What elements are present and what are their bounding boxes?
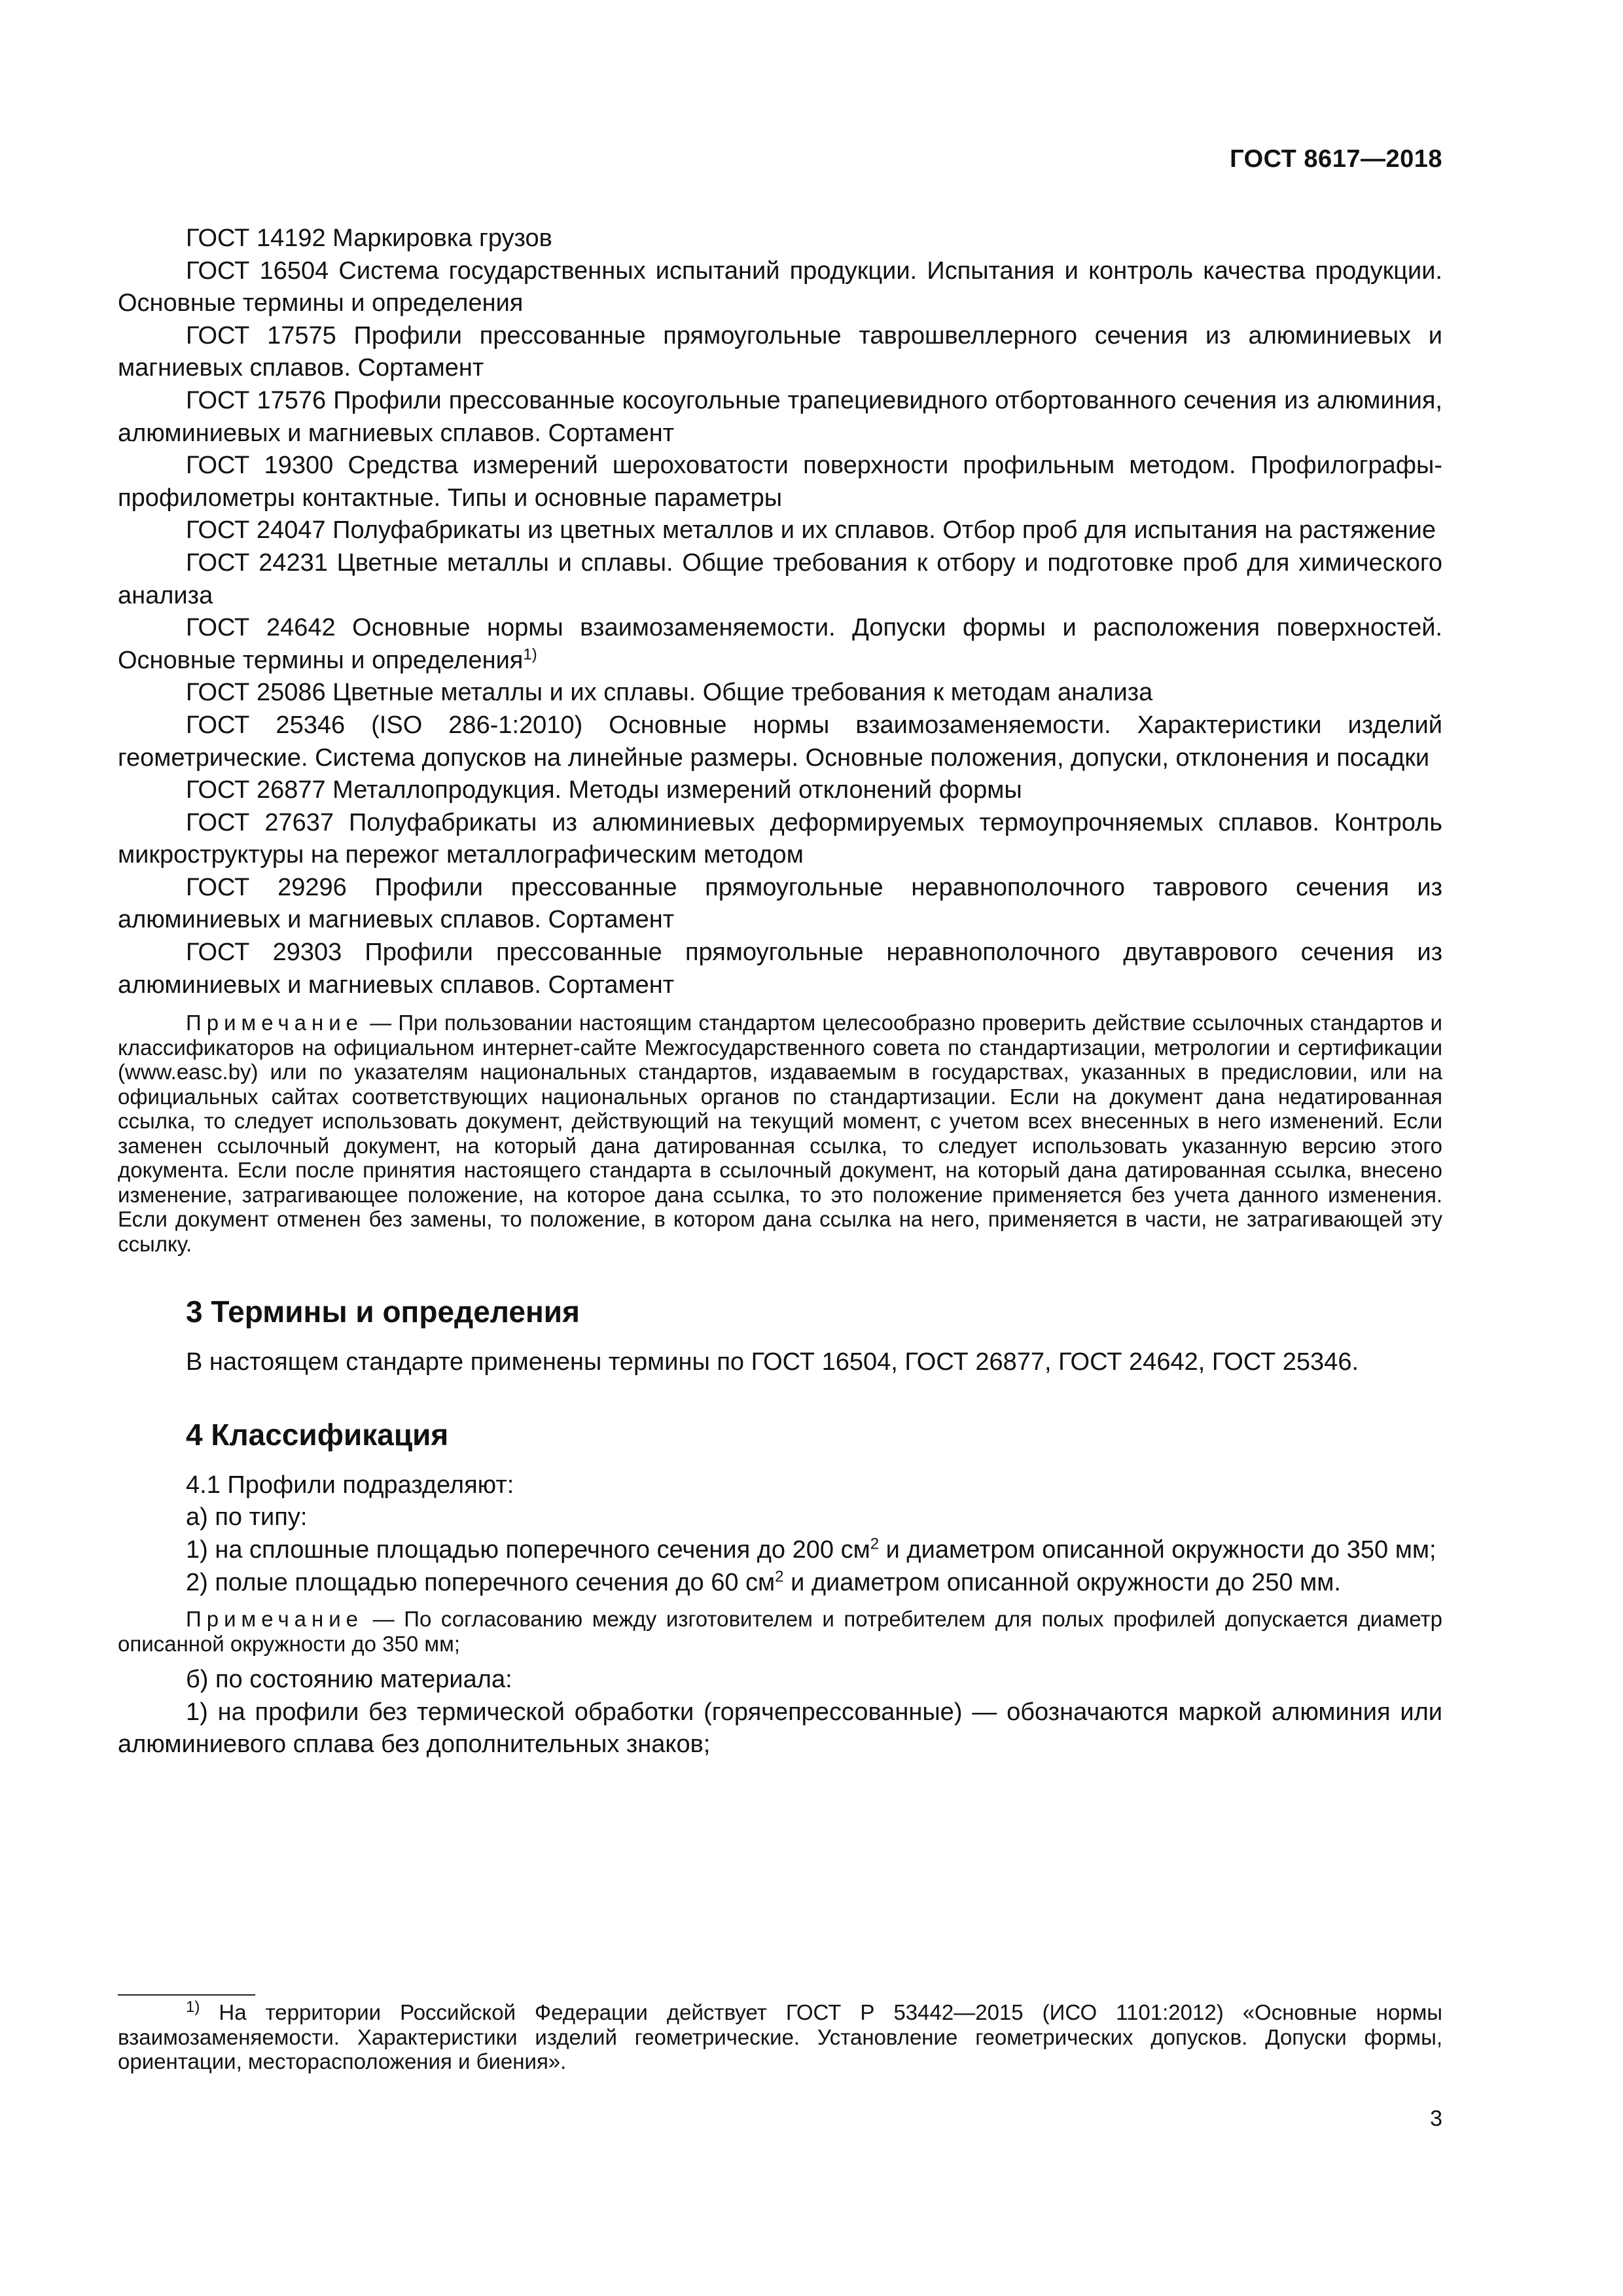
page-number: 3 — [1430, 2106, 1442, 2131]
reference-item: ГОСТ 25086 Цветные металлы и их сплавы. Общие требования к методам анализа — [186, 679, 1153, 707]
reference-item: ГОСТ 14192 Маркировка грузов — [186, 224, 552, 252]
text-fragment: 2) полые площадью поперечного сечения до 60 см — [186, 1568, 776, 1596]
footnote-marker: 1) — [523, 645, 537, 664]
reference-text: ГОСТ 24642 Основные нормы взаимозаменяемости. Допуски формы и расположения поверхностей. Основные термины и определения — [118, 614, 1442, 674]
superscript: 2 — [870, 1535, 880, 1553]
list-item-b-1: 1) на профили без термической обработки (горячепрессованные) — обозначаются маркой алюминия или алюминиевого сплава без дополнительных знаков; — [118, 1698, 1442, 1759]
reference-item: ГОСТ 24047 Полуфабрикаты из цветных металлов и их сплавов. Отбор проб для испытания на растяжение — [186, 516, 1436, 545]
note-references — [118, 1011, 1442, 1256]
reference-item: ГОСТ 17575 Профили прессованные прямоугольные таврошвеллерного сечения из алюминиевых и магниевых сплавов. Сортамент — [118, 321, 1442, 382]
reference-item — [118, 612, 1442, 677]
reference-item: ГОСТ 29296 Профили прессованные прямоугольные неравнополочного таврового сечения из алюминиевых и магниевых сплавов. Сортамент — [118, 873, 1442, 934]
text-fragment: 1) на сплошные площадью поперечного сечения до 200 см — [186, 1536, 870, 1564]
list-item-a-2 — [118, 1567, 1442, 1600]
note-text: — По согласованию между изготовителем и потребителем для полых профилей допускается диаметр описанной окружности до 350 мм; — [118, 1607, 1442, 1656]
text-fragment: и диаметром описанной окружности до 350 мм; — [879, 1536, 1436, 1564]
list-item-b: б) по состоянию материала: — [186, 1666, 512, 1694]
section-3-heading: 3 Термины и определения — [186, 1295, 580, 1329]
reference-item: ГОСТ 27637 Полуфабрикаты из алюминиевых деформируемых термоупрочняемых сплавов. Контроль микроструктуры на пережог металлографическим методом — [118, 808, 1442, 869]
list-item-a-1 — [118, 1534, 1442, 1567]
reference-list — [118, 223, 1442, 1001]
footnote-marker: 1) — [186, 1998, 200, 2016]
main-content — [118, 223, 1442, 1761]
reference-item: ГОСТ 25346 (ISO 286-1:2010) Основные нормы взаимозаменяемости. Характеристики изделий геометрические. Система допусков на линейные размеры. Основные положения, допуски, отклонения и посадки — [118, 711, 1442, 772]
note-text: — При пользовании настоящим стандартом целесообразно проверить действие ссылочных стандартов и классификаторов на официальном интернет-сайте Межгосударственного совета по стандартизации, метрологии и сертификации (www.easc.by) или по указателям национальных стандартов, издаваемым в государствах, указанных в предисловии, или на официальных сайтах соответствующих национальных органов по стандартизации. Если на документ дана недатированная ссылка, то следует использовать документ, действующий на текущий момент, с учетом всех внесенных в него изменений. Если заменен ссылочный документ, на который дана датированная ссылка, то следует использовать указанную версию этого документа. Если после принятия настоящего стандарта в ссылочный документ, на который дана датированная ссылка, внесено изменение, затрагивающее положение, на которое дана ссылка, то это положение применяется без учета данного изменения. Если документ отменен без замены, то положение, в котором дана ссылка на него, применяется в части, не затрагивающей эту ссылку. — [118, 1011, 1442, 1256]
reference-item: ГОСТ 24231 Цветные металлы и сплавы. Общие требования к отбору и подготовке проб для химического анализа — [118, 548, 1442, 609]
reference-item: ГОСТ 16504 Система государственных испытаний продукции. Испытания и контроль качества продукции. Основные термины и определения — [118, 257, 1442, 317]
document-header: ГОСТ 8617—2018 — [1230, 145, 1442, 173]
clause-4-1: 4.1 Профили подразделяют: — [186, 1471, 514, 1499]
superscript: 2 — [775, 1567, 784, 1585]
list-item-a: а) по типу: — [186, 1503, 308, 1532]
footnote-divider — [118, 1994, 255, 1996]
note-hollow-profiles — [118, 1607, 1442, 1656]
footnote-text: На территории Российской Федерации действует ГОСТ Р 53442—2015 (ИСО 1101:2012) «Основные нормы взаимозаменяемости. Характеристики изделий геометрические. Установление геометрических допусков. Допуски формы, ориентации, месторасположения и биения». — [118, 2000, 1442, 2073]
footnote — [118, 2000, 1442, 2074]
note-label: Примечание — [186, 1607, 364, 1632]
section-3-text: В настоящем стандарте применены термины по ГОСТ 16504, ГОСТ 26877, ГОСТ 24642, ГОСТ 25346. — [186, 1348, 1359, 1376]
reference-item: ГОСТ 29303 Профили прессованные прямоугольные неравнополочного двутаврового сечения из алюминиевых и магниевых сплавов. Сортамент — [118, 939, 1442, 999]
reference-item: ГОСТ 17576 Профили прессованные косоугольные трапециевидного отбортованного сечения из алюминия, алюминиевых и магниевых сплавов. Сортамент — [118, 386, 1442, 447]
reference-item: ГОСТ 19300 Средства измерений шероховатости поверхности профильным методом. Профилографы-профилометры контактные. Типы и основные параметры — [118, 452, 1442, 512]
note-label: Примечание — [186, 1011, 364, 1035]
section-4-heading: 4 Классификация — [186, 1417, 449, 1452]
reference-item: ГОСТ 26877 Металлопродукция. Методы измерений отклонений формы — [186, 776, 1022, 804]
text-fragment: и диаметром описанной окружности до 250 мм. — [783, 1568, 1341, 1596]
